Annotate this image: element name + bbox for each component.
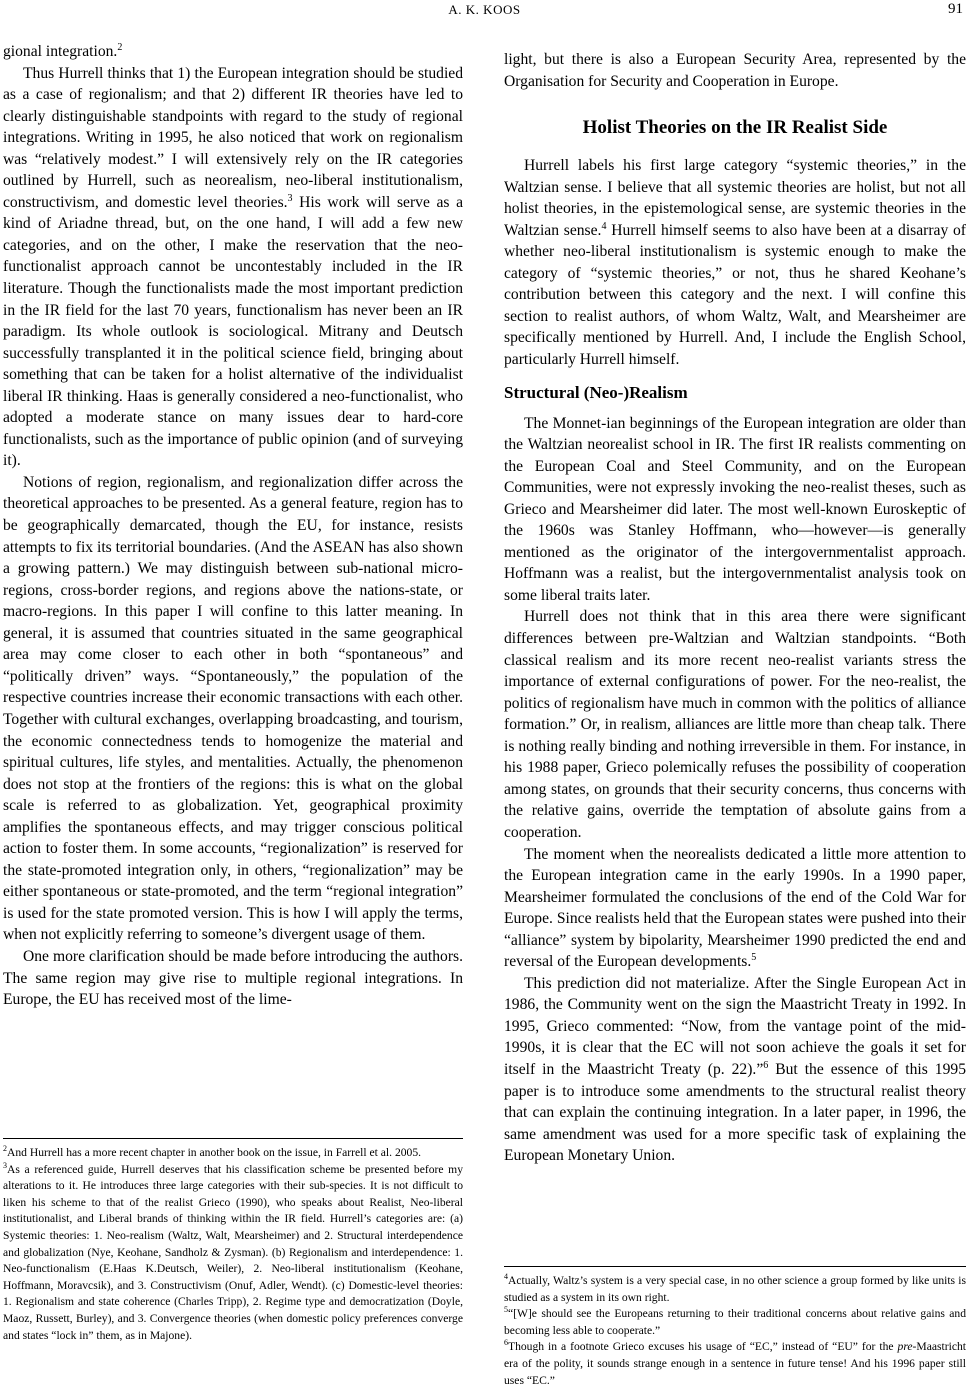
left-column (3, 41, 463, 1011)
subsection-heading: Structural (Neo-)Realism (504, 382, 688, 402)
footnote-ref: 5 (751, 952, 757, 964)
paragraph: The Monnet-ian beginnings of the European integration are older than the Waltzian neorealist school in IR. The first IR realists commenting on the European Coal and Steel Community, and on the European Communities, were not expressly invoking the neo-realist theses, such as Grieco and Mearsheimer did later. The most well-known Euroskeptic of the 1960s was Stanley Hoffmann, who—however—is generally mentioned as the originator of the intergovernmentalist approach. Hoffmann was a realist, but the intergovernmentalist analysis took on some liberal traits later. (504, 414, 966, 604)
running-header (0, 0, 969, 22)
paragraph: One more clarification should be made before introducing the authors. The same region may give rise to multiple regional integrations. In Europe, the EU has received most of the lime- (3, 947, 463, 1009)
section-heading: Holist Theories on the IR Realist Side (582, 117, 888, 139)
paragraph: Hurrell does not think that in this area there were significant differences between pre-Waltzian and Waltzian standpoints. “Both classical realism and its more recent neo-realist variants stress the importance of external configurations of power. For the neo-realist, the politics of regionalism have much in common with the politics of alliance formation.” Or, in realism, alliances are little more than cheap talk. There is nothing really binding and nothing irreversible in them. For instance, in his 1988 paper, Grieco polemically refuses the possibility of cooperation among states, on grounds that their security concerns, thus concerns with the relative gains, override the temptation of absolute gains from a cooperation. (504, 608, 966, 841)
footnote-ref: 4 (601, 220, 607, 232)
footnote: $^4$Actually, Waltz’s system is a very special case, in no other science a group formed by like units is studied as a system in its own right. (504, 1272, 966, 1304)
footnote-ref: 2 (117, 41, 123, 53)
page-number: 91 (948, 1, 963, 17)
footnote: $^3$As a referenced guide, Hurrell deserves that his classification scheme be presented before my alterations to it. He introduces three large categories with their sub-species. It is not difficult to liken his scheme to that of the realist Grieco (1990), who speaks about Realist, Neo-liberal institutionalist, and Liberal brands of thinking within the IR field. Hurrell’s categories are: (a) Systemic theories: 1. Neo-realism (Waltz, Walt, Mearsheimer) and 2. Structural interdependence and globalization (Nye, Keohane, Sandholz & Zysman). (b) Regionalism and interdependence: 1. Neo-functionalism (E.Haas K.Deutsch, Weiler), 2. Neo-liberal institutionalism (Keohane, Hoffmann, Moravcsik), and 3. Constructivism (Onuf, Adler, Wendt). (c) Domestic-level theories: 1. Regionalism and state coherence (Charles Tripp), 2. Regime type and democratization (Doyle, Maoz, Russett, Burley), and 3. Convergence theories (when domestic policy preferences converge and states “lock in” them, as in Majone). (3, 1160, 463, 1342)
paragraph: Thus Hurrell thinks that 1) the European integration should be studied as a case of regionalism; and that 2) different IR theories have led to clearly distinguishable standpoints with regard to the study of regional integrations. Writing in 1995, he also noticed that work on regionalism was “relatively modest.” I will extensively rely on the IR categories outlined by Hurrell, such as neorealism, neo-liberal institutionalism, constructivism, and domestic level theories.$^3$ His work will serve as a kind of Ariadne thread, but, on the one hand, I will add a few new categories, and on the other, I make the reservation that the neo-functionalist approach cannot be uncontestably included in the IR literature. Though the functionalists made the most important prediction in the IR field for the last 70 years, functionalism has never been an IR paradigm. Its whole outlook is sociological. Mitrany and Deutsch successfully transplanted it in the political science field, bringing about something that can be taken for a holist alternative of the individualist liberal IR thinking. Haas is generally considered a neo-functionalist, who adopted a moderate stance on many issues dear to hard-core functionalists, such as the importance of public opinion (and of surveying it). (3, 64, 463, 470)
footnote: $^5$“[W]e should see the Europeans returning to their traditional concerns about relative gains and becoming less able to cooperate.” (504, 1305, 966, 1337)
footnotes-left (3, 1138, 463, 1344)
footnote: $^6$Though in a footnote Grieco excuses his usage of “EC,” instead of “EU” for the pre-Maastricht era of the polity, it sounds strange enough in a sentence in future tense! And his 1996 paper still uses “EC.” (504, 1338, 966, 1387)
footnote: $^2$And Hurrell has a more recent chapter in another book on the issue, in Farrell et al. 2005. (3, 1144, 422, 1159)
paragraph: Hurrell labels his first large category “systemic theories,” in the Waltzian sense. I believe that all systemic theories are holist, but not all holist theories, in the epistemological sense, are systemic theories in the Waltzian sense.$^4$ Hurrell himself seems to also have been at a disarray of whether neo-liberal institutionalism is systemic enough to make the category of “systemic theories,” or not, thus he shared Keohane’s contribution between this category and the next. I will confine this section to realist authors, of whom Waltz, Walt, and Mearsheimer are specifically mentioned by Hurrell. And, I include the English School, particularly Hurrell himself. (504, 157, 966, 369)
paragraph: Notions of region, regionalism, and regionalization differ across the theoretical approaches to be presented. As a general feature, region has to be geographically demarcated, though the EU, for instance, resists attempts to fix its territorial boundaries. (And the ASEAN has also shown a growing pattern.) We may distinguish between sub-national micro-regions, cross-border regions, and regions above the nations-state, or macro-regions. In this paper I will confine to this latter meaning. In general, it is assumed that countries situated in the same geographical area may come closer to each other in both “spontaneous” and “politically driven” ways. “Spontaneously,” the population of the respective countries increase their economic transactions with each other. Together with cultural exchanges, overlapping broadcasting, and tourism, the economic connectedness tends to homogenize the material and spiritual cultures, life styles, and mentalities. Actually, the phenomenon does not stop at the frontiers of the regions: this is what on the global scale is referred to as globalization. Yet, geographical proximity amplifies the spontaneous effects, and may trigger conscious political action to foster them. In some accounts, “regionalization” is reserved for the state-promoted integration only, in others, “regionalization” may be either spontaneous or state-promoted, and the term “regional integration” is used for the state promoted version. This is how I will apply the terms, when not explicitly referring to someone’s divergent usage of them. (3, 473, 463, 944)
paragraph: gional integration.$^2$ (3, 41, 123, 60)
running-title: A. K. KOOS (448, 2, 521, 17)
paragraph: The moment when the neorealists dedicated a little more attention to the European integration came in the early 1990s. In a 1990 paper, Mearsheimer formulated the conclusions of the end of the Cold War for Europe. Since realists held that the European states were pushed into their “alliance” system by bipolarity, Mearsheimer 1990 predicted the end and reversal of the European developments.$^5$ (504, 845, 966, 971)
paragraph: This prediction did not materialize. After the Single European Act in 1986, the Community went on the sign the Maastricht Treaty in 1992. In 1995, Grieco commented: “Now, from the vantage point of the mid-1990s, it is clear that the EC will not soon achieve the goals it set for itself in the Maastricht Treaty (p. 22).”$^6$ But the essence of this 1995 paper is to introduce some amendments to the structural realist theory that can explain the continuing integration. In a later paper, in 1996, the same amendment was used for a more specific task of explaining the European Monetary Union. (504, 974, 966, 1165)
footnotes-right (504, 1266, 966, 1389)
right-column (504, 49, 966, 1167)
footnote-ref: 6 (763, 1059, 769, 1071)
footnote-ref: 3 (287, 192, 293, 204)
paragraph: light, but there is also a European Security Area, represented by the Organisation for Security and Cooperation in Europe. (504, 51, 966, 90)
